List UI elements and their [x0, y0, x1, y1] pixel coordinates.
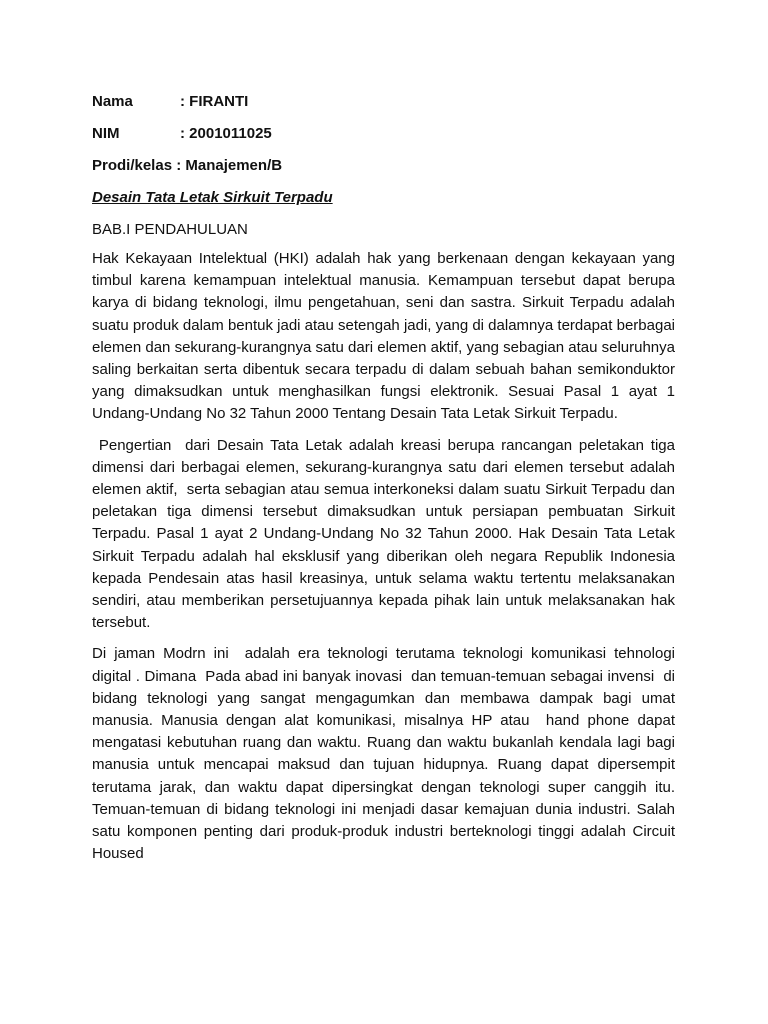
name-line [92, 91, 675, 113]
document-title: Desain Tata Letak Sirkuit Terpadu [92, 189, 333, 206]
name-value: : FIRANTI [180, 93, 249, 110]
nim-line [92, 123, 675, 145]
chapter-heading: BAB.I PENDAHULUAN [92, 221, 248, 238]
document-page [92, 91, 684, 874]
paragraph-1: Hak Kekayaan Intelektual (HKI) adalah hak yang berkenaan dengan kekayaan yang timbul karena kemampuan intelektual manusia. Kemampuan tersebut dapat berupa karya di bidang teknologi, ilmu pengetahuan, seni dan sastra. Sirkuit Terpadu adalah suatu produk dalam bentuk jadi atau setengah jadi, yang di dalamnya terdapat berbagai elemen dan sekurang-kurangnya satu dari elemen aktif, yang sebagian atau seluruhnya saling berkaitan serta dibentuk secara terpadu di dalam sebuah bahan semikonduktor yang dimaksudkan untuk menghasilkan fungsi elektronik. Sesuai Pasal 1 ayat 1 Undang-Undang No 32 Tahun 2000 Tentang Desain Tata Letak Sirkuit Terpadu. [92, 250, 680, 423]
nim-label: NIM [92, 125, 120, 142]
paragraph-3: Di jaman Modrn ini adalah era teknologi terutama teknologi komunikasi tehnologi digital . Dimana Pada abad ini banyak inovasi dan temuan-temuan sebagai invensi di bidang teknologi yang sangat mengagumkan dan membawa dampak bagi umat manusia. Manusia dengan alat komunikasi, misalnya HP atau hand phone dapat mengatasi kebutuhan ruang dan waktu. Ruang dan waktu bukanlah kendala lagi bagi manusia untuk mencapai maksud dan tujuan hidupnya. Ruang dapat dipersempit terutama jarak, dan waktu dapat dipersingkat dengan teknologi super canggih itu. Temuan-temuan di bidang teknologi ini menjadi dasar kemajuan dunia industri. Salah satu komponen penting dari produk-produk industri berteknologi tinggi adalah Circuit Housed [92, 645, 684, 863]
nim-value: : 2001011025 [180, 125, 272, 142]
prodi-line [92, 155, 675, 177]
prodi-text: Prodi/kelas : Manajemen/B [92, 157, 283, 174]
name-label: Nama [92, 93, 133, 110]
paragraph-2: Pengertian dari Desain Tata Letak adalah kreasi berupa rancangan peletakan tiga dimensi dari berbagai elemen, sekurang-kurangnya satu dari elemen tersebut adalah elemen aktif, serta sebagian atau semua interkoneksi dalam suatu Sirkuit Terpadu dan peletakan tiga dimensi tersebut dimaksudkan untuk persiapan pembuatan Sirkuit Terpadu. Pasal 1 ayat 2 Undang-Undang No 32 Tahun 2000. Hak Desain Tata Letak Sirkuit Terpadu adalah hal eksklusif yang diberikan oleh negara Republik Indonesia kepada Pendesain atas hasil kreasinya, untuk selama waktu tertentu melaksanakan sendiri, atau memberikan persetujuannya kepada pihak lain untuk melaksanakan hak tersebut. [92, 436, 680, 632]
